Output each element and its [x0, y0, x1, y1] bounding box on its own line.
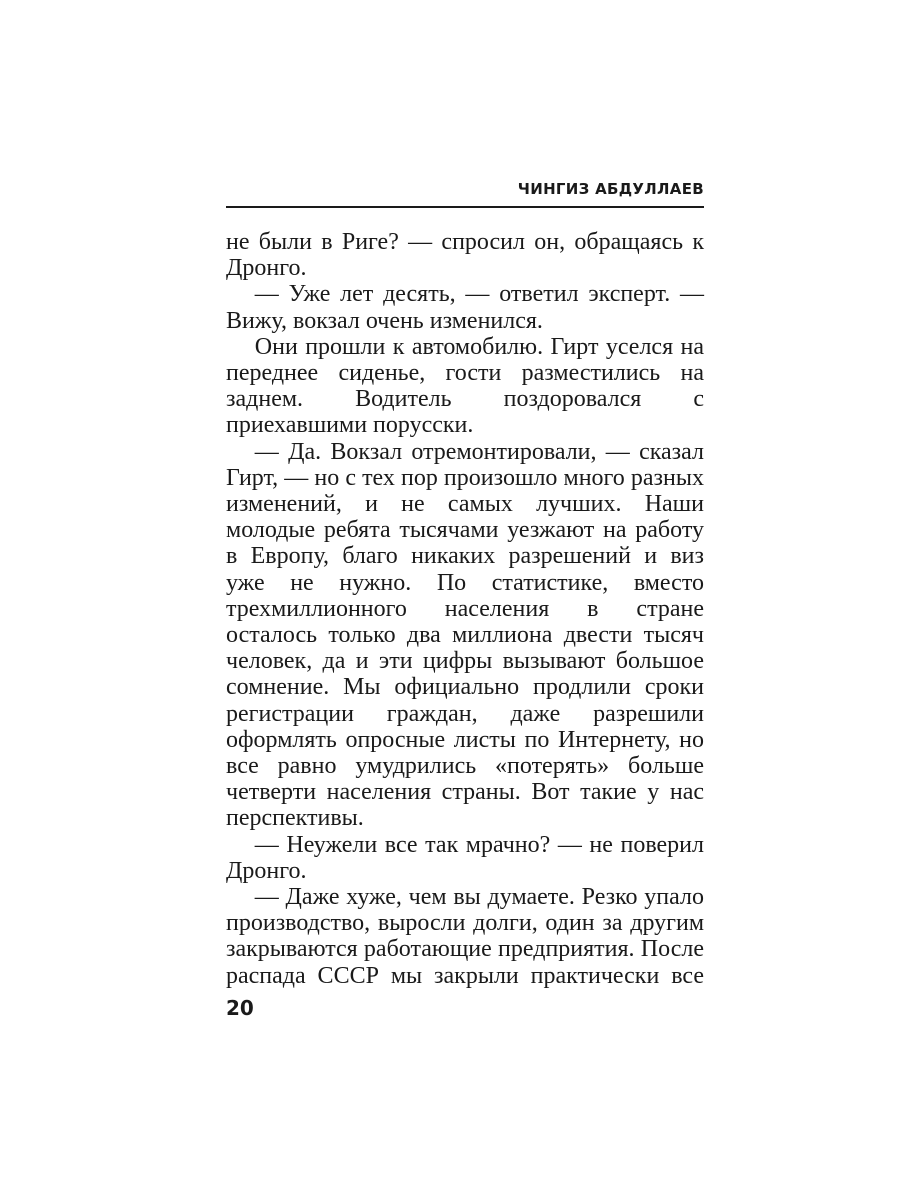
- paragraph-1: не были в Риге? — спросил он, обращаясь к Дронго.: [226, 229, 704, 282]
- paragraph-2: — Уже лет десять, — ответил эксперт. — Вижу, вокзал очень изменился.: [226, 281, 704, 334]
- running-header-title: ЧИНГИЗ АБДУЛЛАЕВ: [517, 180, 704, 198]
- paragraph-4: — Да. Вокзал отремонтировали, — сказал Гирт, — но с тех пор произошло много разных изменений, и не самых лучших. Наши молодые ребята тысячами уезжают на работу в Европу, благо никаких разрешений и виз уже не нужно. По статистике, вместо трехмиллионного населения в стране осталось только два миллиона двести тысяч человек, да и эти цифры вызывают большое сомнение. Мы официально продлили сроки регистрации граждан, даже разрешили оформлять опросные листы по Интернету, но все равно умудрились «потерять» больше четверти населения страны. Вот такие у нас перспективы.: [226, 438, 704, 832]
- running-header: [226, 178, 704, 208]
- page-number: 20: [226, 996, 254, 1020]
- paragraph-3: Они прошли к автомобилю. Гирт уселся на переднее сиденье, гости разместились на заднем. Водитель поздоровался с приехавшими порусски.: [226, 333, 704, 439]
- page-body: [226, 229, 704, 989]
- paragraph-6: — Даже хуже, чем вы думаете. Резко упало производство, выросли долги, один за другим закрываются работающие предприятия. После распада СССР мы закрыли практически все: [226, 884, 704, 989]
- paragraph-5: — Неужели все так мрачно? — не поверил Дронго.: [226, 831, 704, 884]
